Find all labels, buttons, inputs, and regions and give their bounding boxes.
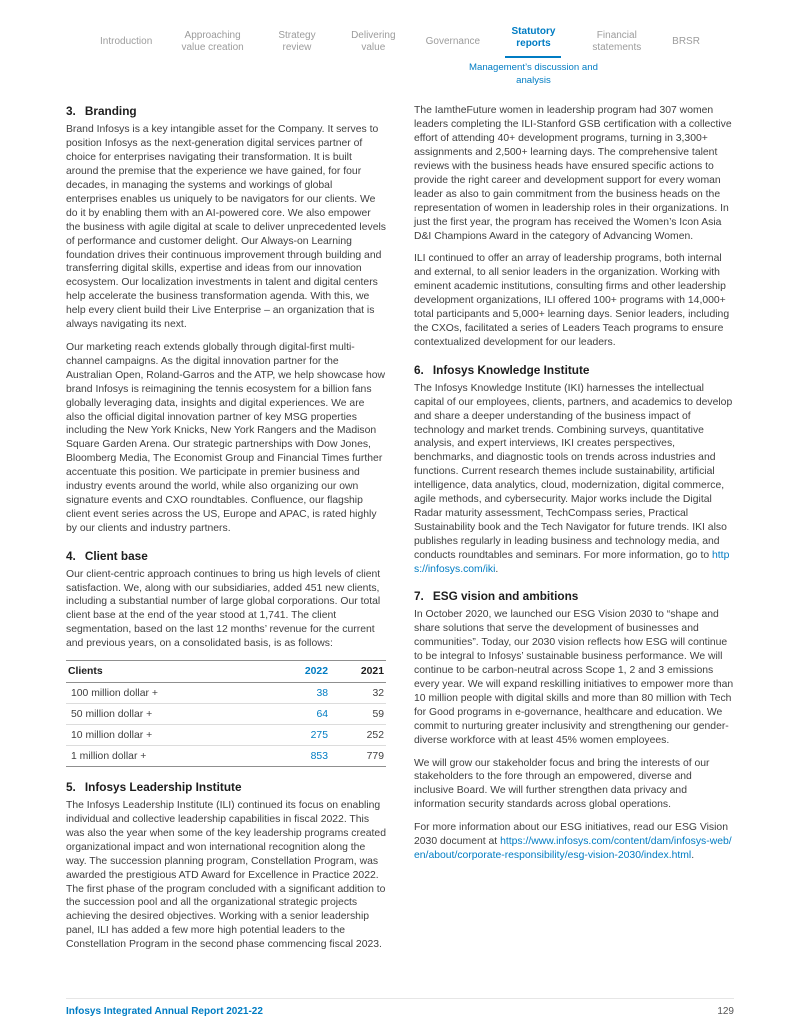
row-value-2021: 252	[330, 725, 386, 746]
esg-vision-link[interactable]: https://www.infosys.com/content/dam/infosys-web/en/about/corporate-responsibility/esg-vision-2030/index.html	[414, 836, 732, 861]
left-column	[66, 104, 386, 961]
section-7-para-3-text: For more information about our ESG initiatives, read our ESG Vision 2030 document at	[414, 822, 728, 848]
right-column	[414, 104, 734, 961]
section-4-para-1: Our client-centric approach continues to bring us high levels of client satisfaction. We, along with our subsidiaries, added 451 new clients, including a substantial number of large global corporations. Our total client base at the end of the year stood at 1,741. The client segmentation, based on the last 12 months’ revenue for the current and previous years, on a consolidated basis, is as follows:	[66, 568, 381, 650]
tab-financial-statements[interactable]: Financial statements	[592, 30, 642, 54]
tab-statutory-reports-label: Statutory reports	[511, 26, 556, 50]
table-header-clients: Clients	[66, 661, 268, 683]
page-content	[0, 104, 800, 961]
section-3-para-1: Brand Infosys is a key intangible asset for the Company. It serves to position Infosys as the next-generation digital services partner of choice for enterprises navigating their transformation. It is built around the premise that the experience we have gained, for four decades, in managing the systems and workings of global enterprises enables us uniquely to be navigators for our clients. We do it by enabling them with an AI-powered core. We also empower the business with agile digital at scale to deliver unprecedented levels of performance and customer delight. Our Always-on Learning foundation drives their continuous improvement through building and transferring digital skills, expertise and ideas from our innovation ecosystem. Our localization investments in talent and digital centers help accelerate the business transformation agenda. With this, we help every client build their Live Enterprise – an organization that is always navigating its next.	[66, 124, 386, 331]
section-4-number: 4.	[66, 548, 76, 563]
tab-introduction[interactable]: Introduction	[100, 36, 153, 48]
table-header-row	[66, 661, 386, 683]
section-3-heading	[66, 104, 386, 118]
section-7-para-2: We will grow our stakeholder focus and bring the interests of our stakeholders to the fore through an empowered, diverse and inclusive Board. We will further strengthen data privacy and information security standards across global operations.	[414, 757, 710, 811]
row-value-2021: 32	[330, 683, 386, 704]
row-value-2022: 38	[268, 683, 330, 704]
row-label: 1 million dollar +	[66, 746, 268, 767]
section-6-number: 6.	[414, 362, 424, 377]
section-5-para-1: The Infosys Leadership Institute (ILI) continued its focus on enabling individual and collective leadership capabilities in fiscal 2022. This was also the year when some of the key leadership programs created organizational impact and won international recognition along the way. The succession planning program, Constellation Program, was awarded the prestigious ATD Award for Excellence in Practice 2022. The first phase of the program concluded with a significant addition to the succession pool and all the organizational strategic projects achieving the desired objectives. Working with a senior leadership panel, ILI has added a few more high potential leaders to the Constellation Program in the second phase commencing fiscal 2023.	[66, 800, 386, 951]
section-7-para-3-suffix: .	[691, 849, 695, 861]
row-label: 100 million dollar +	[66, 683, 268, 704]
row-value-2021: 779	[330, 746, 386, 767]
ili-programs-para: ILI continued to offer an array of leadership programs, both internal and external, to all senior leaders in the organization. Working with eminent academic institutions, consulting firms and other leadership development organizations, ILI offered 100+ programs with 14,000+ total participants and 5,000+ learning days. Senior leaders, including the CXOs, facilitated a series of Leaders Teach programs to ensure contextualized development for our leaders.	[414, 253, 730, 348]
client-base-table	[66, 660, 386, 767]
section-5-title: Infosys Leadership Institute	[84, 780, 242, 795]
table-row	[66, 683, 386, 704]
section-7-para-3	[414, 821, 734, 863]
section-7-number: 7.	[414, 589, 424, 604]
section-6-para	[414, 382, 734, 577]
top-navigation	[0, 0, 800, 86]
table-header-2022: 2022	[268, 661, 330, 683]
section-7-title: ESG vision and ambitions	[432, 589, 579, 604]
row-value-2021: 59	[330, 704, 386, 725]
footer-page-number: 129	[717, 1006, 734, 1017]
section-5-number: 5.	[66, 780, 76, 795]
tab-brsr[interactable]: BRSR	[672, 36, 700, 48]
row-value-2022: 853	[268, 746, 330, 767]
subnav-management-discussion[interactable]: Management’s discussion and analysis	[469, 62, 598, 86]
table-row	[66, 725, 386, 746]
tab-statutory-reports[interactable]	[469, 26, 598, 86]
row-label: 50 million dollar +	[66, 704, 268, 725]
table-row	[66, 704, 386, 725]
section-3-para-2: Our marketing reach extends globally through digital-first multi-channel campaigns. As the digital innovation partner for the Australian Open, Roland-Garros and the ATP, we help showcase how brand Infosys is reimagining the tennis ecosystem for a billion fans globally leveraging data, insights and digital experiences. We are also the official digital innovation partner of key MSG properties including the New York Knicks, New York Rangers and the Madison Square Garden Arena. Our strategic partnerships with Dow Jones, Bloomberg Media, The Economist Group and Financial Times further accentuate this position. We participate in premier business and industry events around the world, while also organizing our own signature events and CXO roundtables. Confluence, our flagship client event series across the US, Europe and APAC, is rated highly by our clients and industry partners.	[66, 341, 386, 534]
tab-delivering-value[interactable]: Delivering value	[351, 30, 396, 54]
section-4-title: Client base	[84, 548, 148, 563]
section-3-title: Branding	[84, 104, 137, 119]
iki-link[interactable]: https://infosys.com/iki	[414, 549, 730, 575]
table-header-2021: 2021	[330, 661, 386, 683]
section-6-title: Infosys Knowledge Institute	[432, 362, 590, 377]
row-value-2022: 275	[268, 725, 330, 746]
iamthefuture-para: The IamtheFuture women in leadership program had 307 women leaders completing the ILI-Stanford GSB certification with a collective effort of attending 40+ development programs, turning in 3,300+ assignments and 2,500+ learning days. The comprehensive talent reviews with the business heads have ensured specific actions to provide the right career and development support for every woman leader as also to gain commitment from the business heads on the representation of women in leadership roles in their organizations. In just the first year, the program has received the Women’s Icon Asia D&I Champions Award in the category of Advancing Women.	[414, 105, 732, 242]
section-5-heading	[66, 780, 386, 794]
row-value-2022: 64	[268, 704, 330, 725]
tab-strategy-review[interactable]: Strategy review	[278, 30, 316, 54]
footer-report-title: Infosys Integrated Annual Report 2021-22	[66, 1006, 263, 1017]
section-6-heading	[414, 363, 734, 377]
row-label: 10 million dollar +	[66, 725, 268, 746]
section-7-heading	[414, 589, 734, 603]
tab-governance[interactable]: Governance	[425, 36, 481, 48]
page-footer	[66, 998, 734, 1017]
section-7-para-1: In October 2020, we launched our ESG Vision 2030 to “shape and share solutions that serve the development of businesses and communities”. Today, our 2030 vision reflects how ESG will continue to be integral to Infosys’ sustainable business performance. We will continue to be carbon-neutral across Scope 1, 2 and 3 emissions every year. We will expand reskilling initiatives to empower more than 10 million people with digital skills and more than 80 million with Tech for Good programs in e-governance, healthcare and education. We commit to nurturing greater inclusivity and strengthening our gender-diverse workforce with at least 45% women employees.	[414, 609, 734, 746]
section-4-heading	[66, 549, 386, 563]
tab-approaching-value-creation[interactable]: Approaching value creation	[181, 30, 244, 54]
section-6-para-suffix: .	[495, 563, 499, 575]
section-3-number: 3.	[66, 104, 76, 119]
table-row	[66, 746, 386, 767]
section-6-para-text: The Infosys Knowledge Institute (IKI) harnesses the intellectual capital of our employees, clients, partners, and academics to develop and share a deeper understanding of the business impact of technology and market trends. Combining surveys, quantitative analysis, and expert interviews, IKI creates perspectives, benchmarks, and diagnostic tools on trends across industries and functions. Current research themes include sustainability, artificial intelligence, data analytics, cloud, modernization, digital commerce, agile methods, and cybersecurity. Major works include the Digital Radar maturity assessment, TechCompass series, Practical Sustainability book and the Tech Navigator for future trends. IKI also publishes regularly in leading business and technology media, and conducts roundtables and seminars. For more information, go to	[414, 382, 733, 561]
